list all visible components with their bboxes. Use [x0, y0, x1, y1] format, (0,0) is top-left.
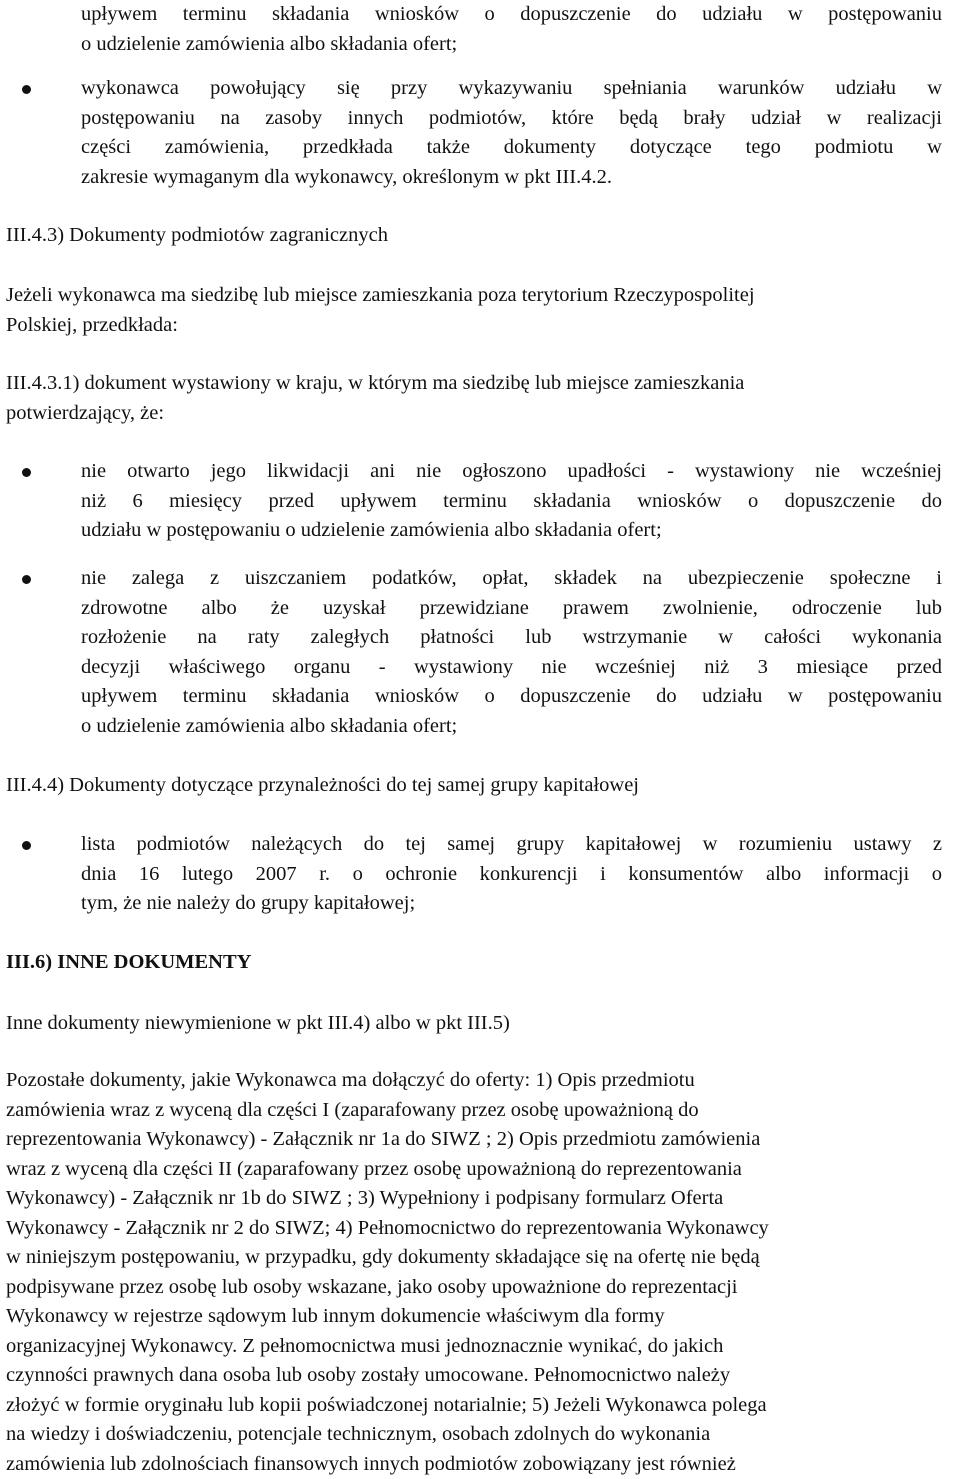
heading-text: III.4.3) Dokumenty podmiotów zagranicznych: [6, 224, 388, 246]
subsection-4431: [6, 369, 954, 428]
text-line: potwierdzający, że:: [6, 401, 165, 424]
bullet-dot-icon: [22, 575, 31, 584]
text-line: niż 6 miesięcy przed upływem terminu składania wniosków o dopuszczenie do: [81, 489, 942, 512]
bullet-item-taxes: [81, 564, 942, 741]
text-line: udziału w postępowaniu o udzielenie zamówienia albo składania ofert;: [81, 519, 662, 541]
bullet-dot-icon: [22, 841, 31, 850]
text-line: Inne dokumenty niewymienione w pkt III.4) albo w pkt III.5): [6, 1012, 510, 1034]
text-line: złożyć w formie oryginału lub kopii poświadczonej notarialnie; 5) Jeżeli Wykonawca polega: [6, 1393, 767, 1416]
text-line: w niniejszym postępowaniu, w przypadku, gdy dokumenty składające się na ofertę nie będą: [6, 1246, 760, 1268]
text-line: upływem terminu składania wniosków o dopuszczenie do udziału w postępowaniu: [81, 685, 942, 707]
bullet-dot-icon: [22, 468, 31, 477]
heading-text: III.6) INNE DOKUMENTY: [6, 951, 252, 973]
text-line: Wykonawcy w rejestrze sądowym lub innym dokumencie właściwym dla formy: [6, 1305, 665, 1327]
text-line: decyzji właściwego organu - wystawiony nie wcześniej niż 3 miesiące przed: [81, 655, 942, 678]
text-line: organizacyjnej Wykonawcy. Z pełnomocnictwa musi jednoznacznie wynikać, do jakich: [6, 1334, 724, 1357]
text-line: czynności prawnych dana osoba lub osoby zostały umocowane. Pełnomocnictwo należy: [6, 1364, 731, 1386]
text-line: nie otwarto jego likwidacji ani nie ogłoszono upadłości - wystawiony nie wcześniej: [81, 460, 942, 482]
text-line: Pozostałe dokumenty, jakie Wykonawca ma dołączyć do oferty: 1) Opis przedmiotu: [6, 1069, 695, 1091]
other-documents-paragraph: [6, 1066, 954, 1479]
text-line: o udzielenie zamówienia albo składania ofert;: [81, 714, 458, 737]
text-line: zdrowotne albo że uzyskał przewidziane prawem zwolnienie, odroczenie lub: [81, 596, 942, 619]
section-36-sub: [6, 1009, 954, 1039]
text-line: upływem terminu składania wniosków o dopuszczenie do udziału w postępowaniu: [81, 3, 942, 25]
text-line: reprezentowania Wykonawcy) - Załącznik nr 1a do SIWZ ; 2) Opis przedmiotu zamówienia: [6, 1128, 761, 1150]
section-heading-36: [6, 948, 954, 978]
text-line: wykonawca powołujący się przy wykazywaniu spełniania warunków udziału w: [81, 77, 942, 99]
text-line: Wykonawcy - Załącznik nr 2 do SIWZ; 4) Pełnomocnictwo do reprezentowania Wykonawcy: [6, 1216, 769, 1239]
text-line: podpisywane przez osobę lub osoby wskazane, jako osoby upoważnione do reprezentacji: [6, 1275, 738, 1298]
text-line: lista podmiotów należących do tej samej grupy kapitałowej w rozumieniu ustawy z: [81, 833, 942, 855]
text-line: części zamówienia, przedkłada także dokumenty dotyczące tego podmiotu w: [81, 136, 942, 158]
text-line: tym, że nie należy do grupy kapitałowej;: [81, 892, 416, 914]
text-line: zamówienia wraz z wyceną dla części I (zaparafowany przez osobę upoważnioną do: [6, 1098, 699, 1121]
text-line: na wiedzy i doświadczeniu, potencjale technicznym, osobach zdolnych do wykonania: [6, 1423, 711, 1445]
text-line: Wykonawcy) - Załącznik nr 1b do SIWZ ; 3) Wypełniony i podpisany formularz Oferta: [6, 1187, 724, 1209]
text-line: wraz z wyceną dla części II (zaparafowany przez osobę upoważnioną do reprezentowania: [6, 1157, 742, 1180]
bullet-item-capital-group: [81, 830, 942, 919]
text-line: rozłożenie na raty zaległych płatności lub wstrzymanie w całości wykonania: [81, 626, 942, 648]
text-line: III.4.3.1) dokument wystawiony w kraju, w którym ma siedzibę lub miejsce zamieszkania: [6, 372, 745, 394]
heading-text: III.4.4) Dokumenty dotyczące przynależności do tej samej grupy kapitałowej: [6, 774, 639, 796]
text-line: zamówienia lub zdolnościach finansowych innych podmiotów zobowiązany jest również: [6, 1452, 736, 1475]
section-heading-444: [6, 771, 954, 801]
bullet-continuation: [81, 0, 942, 59]
text-line: postępowaniu na zasoby innych podmiotów, które będą brały udział w realizacji: [81, 106, 942, 129]
text-line: o udzielenie zamówienia albo składania ofert;: [81, 32, 458, 55]
text-line: nie zalega z uiszczaniem podatków, opłat, składek na ubezpieczenie społeczne i: [81, 567, 942, 589]
bullet-item-liquidation: [81, 457, 942, 546]
section-intro: [6, 281, 954, 340]
bullet-item-resources: [81, 74, 942, 192]
section-heading-443: [6, 221, 954, 251]
text-line: Polskiej, przedkłada:: [6, 313, 178, 336]
text-line: zakresie wymaganym dla wykonawcy, określonym w pkt III.4.2.: [81, 165, 612, 188]
bullet-dot-icon: [22, 85, 31, 94]
text-line: Jeżeli wykonawca ma siedzibę lub miejsce zamieszkania poza terytorium Rzeczypospolitej: [6, 284, 755, 306]
text-line: dnia 16 lutego 2007 r. o ochronie konkurencji i konsumentów albo informacji o: [81, 862, 942, 885]
